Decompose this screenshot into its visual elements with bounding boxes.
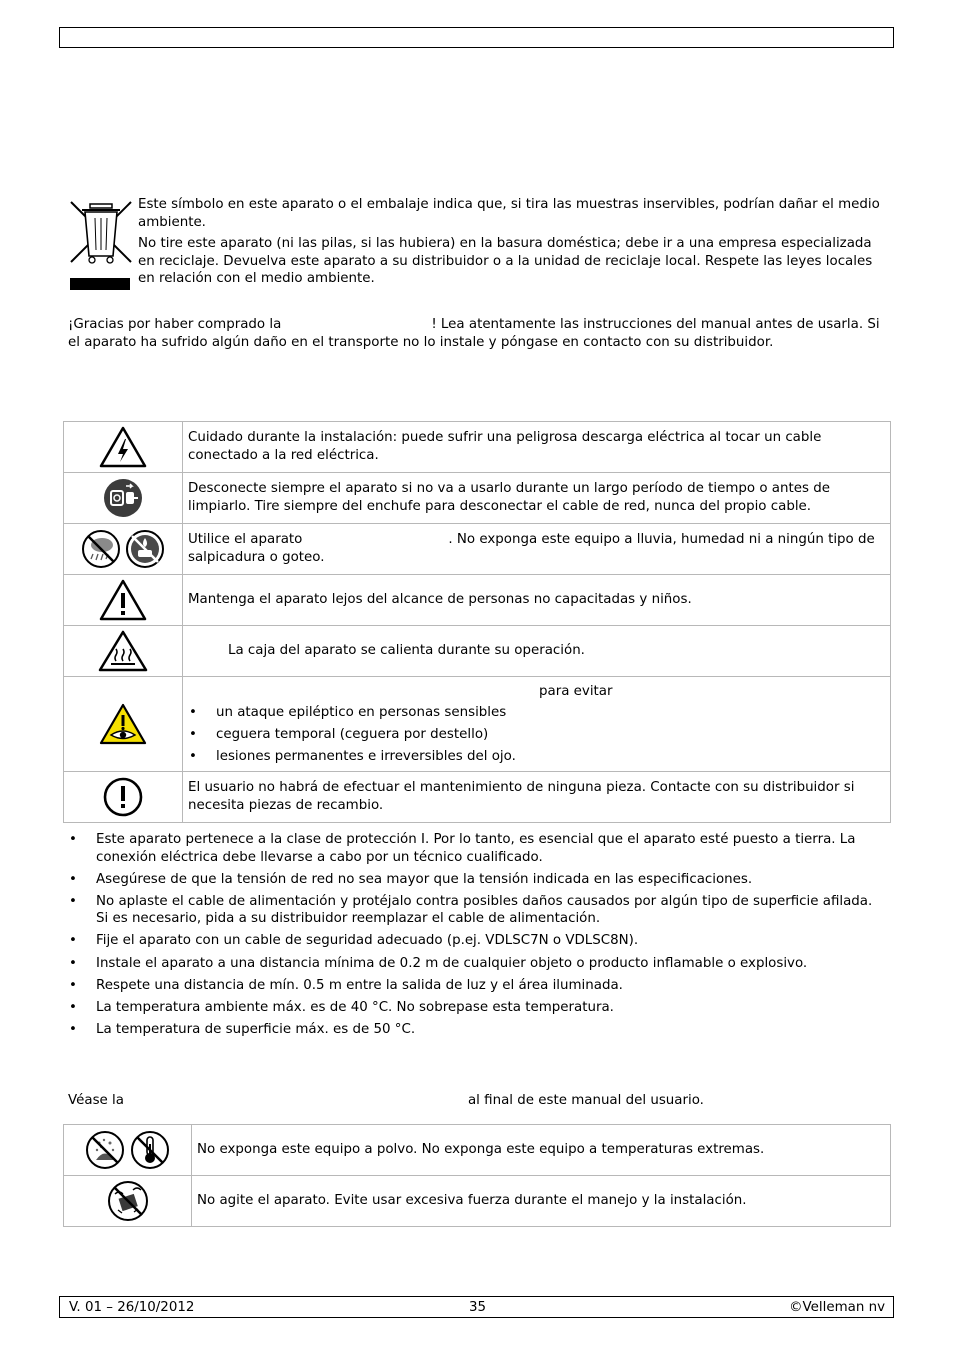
no-dust-icon [85,1130,125,1170]
warranty-reference [68,1092,890,1110]
weee-paragraph-1: Este símbolo en este aparato o el embalaje indica que, si tira las muestras inservibles, podrían dañar el medio ambiente. [138,197,880,230]
table-row [64,422,891,473]
vease-text-1: Véase la [68,1093,124,1108]
header-bar [59,27,894,48]
general-row-1-text: No exponga este equipo a polvo. No exponga este equipo a temperaturas extremas. [192,1125,891,1176]
list-item: • La temperatura de superficie máx. es de 50 °C. [68,1021,886,1039]
icon-cell [64,524,183,575]
footer-version: V. 01 – 26/10/2012 [69,1300,195,1315]
unplug-icon [102,477,144,519]
exclamation-circle-icon [102,776,144,818]
table-row [64,524,891,575]
eye-flash-warning-icon [98,702,148,746]
list-item: • Este aparato pertenece a la clase de protección I. Por lo tanto, es esencial que el aparato esté puesto a tierra. La conexión eléctrica debe llevarse a cabo por un técnico cualificado. [68,831,886,866]
icon-cell [64,422,183,473]
no-dripping-water-icon [125,529,165,569]
table-row [64,1125,891,1176]
general-guidelines-table [63,1124,891,1227]
safety-row-5-label: La caja del aparato se calienta durante su operación. [228,643,585,659]
safety-row-5-text [183,626,891,677]
list-item: • No aplaste el cable de alimentación y protéjalo contra posibles daños causados por algún tipo de superficie afilada. Si es necesario, pida a su distribuidor reemplazar el cable de alimentación. [68,893,886,928]
safety-row-7-text: El usuario no habrá de efectuar el mantenimiento de ninguna pieza. Contacte con su distribuidor si necesita piezas de recambio. [183,772,891,823]
list-item: • Asegúrese de que la tensión de red no sea mayor que la tensión indicada en las especificaciones. [68,871,886,889]
safety-row-3-text-1: Utilice el aparato [188,532,303,548]
electric-shock-warning-icon [98,425,148,469]
icon-cell [64,1125,192,1176]
no-extreme-temperature-icon [130,1130,170,1170]
safety-row-3-text-2: . No exponga este equipo a lluvia, humedad ni a ningún tipo de salpicadura o goteo. [188,532,875,565]
list-item: • Instale el aparato a una distancia mínima de 0.2 m de cualquier objeto o producto inflamable o explosivo. [68,955,886,973]
icon-cell [64,473,183,524]
no-rain-icon [81,529,121,569]
table-row [64,1176,891,1227]
vease-text-2: al final de este manual del usuario. [467,1093,704,1108]
page-footer [59,1296,894,1318]
safety-row-6-text [183,677,891,772]
icon-cell [64,677,183,772]
icon-cell [64,626,183,677]
flash-hazard-list [188,704,884,765]
icon-cell [64,1176,192,1227]
table-row [64,473,891,524]
footer-copyright: ©Velleman nv [789,1300,885,1315]
weee-notice [138,196,890,292]
thanks-paragraph [68,316,890,351]
table-row [64,772,891,823]
icon-cell [64,575,183,626]
list-item: • lesiones permanentes e irreversibles del ojo. [188,748,884,766]
footer-page-number: 35 [469,1300,487,1315]
safety-row-3-text [183,524,891,575]
safety-row-1-text: Cuidado durante la instalación: puede sufrir una peligrosa descarga eléctrica al tocar un cable conectado a la red eléctrica. [183,422,891,473]
list-item: • ceguera temporal (ceguera por destello) [188,726,884,744]
list-item: • un ataque epiléptico en personas sensibles [188,704,884,722]
thanks-text-1: ¡Gracias por haber comprado la [68,317,282,332]
weee-crossed-bin-icon [68,198,134,292]
list-item: • Fije el aparato con un cable de seguridad adecuado (p.ej. VDLSC7N o VDLSC8N). [68,932,886,950]
safety-instructions-table [63,421,891,823]
table-row [64,626,891,677]
icon-cell [64,772,183,823]
general-warning-icon [98,578,148,622]
no-shaking-icon [107,1180,149,1222]
hot-surface-icon [97,629,149,673]
safety-bullet-list [68,831,886,1043]
list-item: • Respete una distancia de mín. 0.5 m entre la salida de luz y el área iluminada. [68,977,886,995]
table-row [64,677,891,772]
weee-paragraph-2: No tire este aparato (ni las pilas, si las hubiera) en la basura doméstica; debe ir a una empresa especializada en reciclaje. Devuelva este aparato a su distribuidor o a la unidad de reciclaje local. Respete las leyes locales en relación con el medio ambiente. [138,236,873,287]
general-row-2-text: No agite el aparato. Evite usar excesiva fuerza durante el manejo y la instalación. [192,1176,891,1227]
list-item: • La temperatura ambiente máx. es de 40 °C. No sobrepase esta temperatura. [68,999,886,1017]
safety-row-4-text: Mantenga el aparato lejos del alcance de personas no capacitadas y niños. [183,575,891,626]
table-row [64,575,891,626]
thanks-text-2: ! Lea atentamente las instrucciones del manual antes de usarla. Si el aparato ha sufrido algún daño en el transporte no lo instale y póngase en contacto con su distribuidor. [68,317,880,350]
safety-row-2-text: Desconecte siempre el aparato si no va a usarlo durante un largo período de tiempo o antes de limpiarlo. Tire siempre del enchufe para desconectar el cable de red, nunca del propio cable. [183,473,891,524]
safety-row-6-intro: para evitar [539,683,613,699]
